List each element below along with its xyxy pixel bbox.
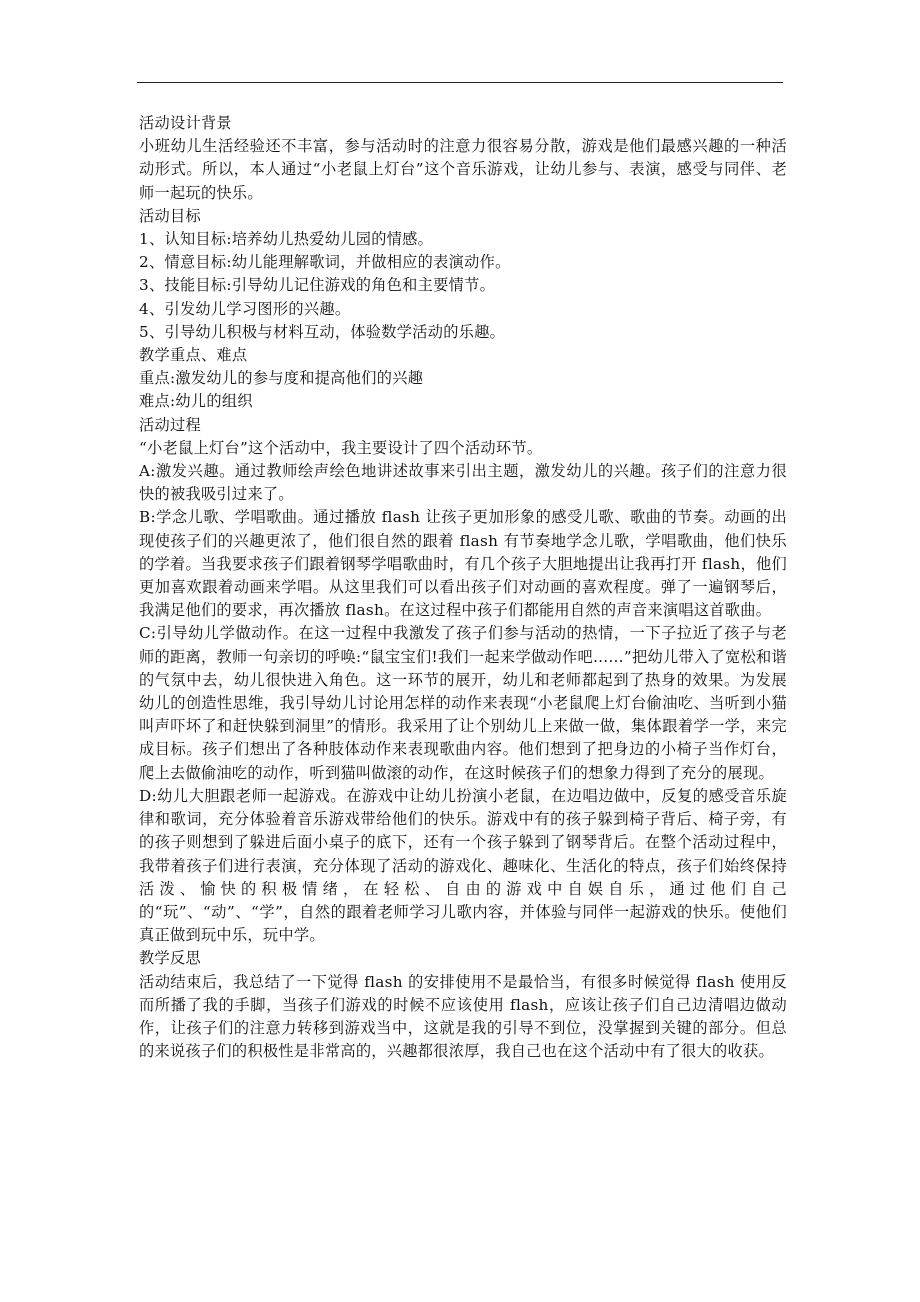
header-rule	[137, 82, 783, 83]
paragraph-step-c: C:引导幼儿学做动作。在这一过程中我激发了孩子们参与活动的热情，一下子拉近了孩子与老师的距离，教师一句亲切的呼唤:“鼠宝宝们!我们一起来学做动作吧……”把幼儿带入了宽松和谐的气氛中去，幼儿很快进入角色。这一环节的展开，幼儿和老师都起到了热身的效果。为发展幼儿的创造性思维，我引导幼儿讨论用怎样的动作来表现“小老鼠爬上灯台偷油吃、当听到小猫叫声吓坏了和赶快躲到洞里”的情形。我采用了让个别幼儿上来做一做，集体跟着学一学，来完成目标。孩子们想出了各种肢体动作来表现歌曲内容。他们想到了把身边的小椅子当作灯台，爬上去做偷油吃的动作，听到猫叫做滚的动作，在这时候孩子们的想象力得到了充分的展现。	[139, 624, 787, 782]
section-heading-goals: 活动目标	[139, 206, 201, 225]
document-body	[139, 112, 787, 1063]
paragraph-background: 小班幼儿生活经验还不丰富，参与活动时的注意力很容易分散，游戏是他们最感兴趣的一种活动形式。所以，本人通过“小老鼠上灯台”这个音乐游戏，让幼儿参与、表演，感受与同伴、老师一起玩的快乐。	[139, 137, 787, 202]
goal-item-4: 4、引发幼儿学习图形的兴趣。	[139, 299, 351, 318]
section-heading-process: 活动过程	[139, 415, 201, 434]
goal-item-2: 2、情意目标:幼儿能理解歌词，并做相应的表演动作。	[139, 253, 511, 272]
section-heading-key-points: 教学重点、难点	[139, 346, 248, 365]
paragraph-reflection: 活动结束后，我总结了一下觉得 flash 的安排使用不是最恰当，有很多时候觉得 flash 使用反而所播了我的手脚，当孩子们游戏的时候不应该使用 flash，应该让孩子们自己边清唱边做动作，让孩子们的注意力转移到游戏当中，这就是我的引导不到位，没掌握到关键的部分。但总的来说孩子们的积极性是非常高的，兴趣都很浓厚，我自己也在这个活动中有了很大的收获。	[139, 972, 787, 1061]
key-point: 重点:激发幼儿的参与度和提高他们的兴趣	[139, 369, 424, 388]
paragraph-step-b: B:学念儿歌、学唱歌曲。通过播放 flash 让孩子更加形象的感受儿歌、歌曲的节奏。动画的出现使孩子们的兴趣更浓了，他们很自然的跟着 flash 有节奏地学念儿歌，学唱歌曲，他们快乐的学着。当我要求孩子们跟着钢琴学唱歌曲时，有几个孩子大胆地提出让我再打开 flash，他们更加喜欢跟着动画来学唱。从这里我们可以看出孩子们对动画的喜欢程度。弹了一遍钢琴后，我满足他们的要求，再次播放 flash。在这过程中孩子们都能用自然的声音来演唱这首歌曲。	[139, 508, 787, 620]
paragraph-step-d: D:幼儿大胆跟老师一起游戏。在游戏中让幼儿扮演小老鼠，在边唱边做中，反复的感受音乐旋律和歌词，充分体验着音乐游戏带给他们的快乐。游戏中有的孩子躲到椅子背后、椅子旁，有的孩子则想到了躲进后面小桌子的底下，还有一个孩子躲到了钢琴背后。在整个活动过程中，我带着孩子们进行表演，充分体现了活动的游戏化、趣味化、生活化的特点，孩子们始终保持活泼、愉快的积极情绪，在轻松、自由的游戏中自娱自乐，通过他们自己的“玩”、“动”、“学”，自然的跟着老师学习儿歌内容，并体验与同伴一起游戏的快乐。使他们真正做到玩中乐，玩中学。	[139, 786, 787, 945]
section-heading-background: 活动设计背景	[139, 114, 232, 132]
goal-item-3: 3、技能目标:引导幼儿记住游戏的角色和主要情节。	[139, 276, 496, 295]
goal-item-1: 1、认知目标:培养幼儿热爱幼儿园的情感。	[139, 230, 434, 249]
difficult-point: 难点:幼儿的组织	[139, 392, 253, 411]
paragraph-process-intro: “小老鼠上灯台”这个活动中，我主要设计了四个活动环节。	[139, 438, 543, 457]
goal-item-5: 5、引导幼儿积极与材料互动，体验数学活动的乐趣。	[139, 322, 506, 341]
section-heading-reflection: 教学反思	[139, 949, 201, 968]
paragraph-step-a: A:激发兴趣。通过教师绘声绘色地讲述故事来引出主题，激发幼儿的兴趣。孩子们的注意力很快的被我吸引过来了。	[139, 462, 787, 504]
